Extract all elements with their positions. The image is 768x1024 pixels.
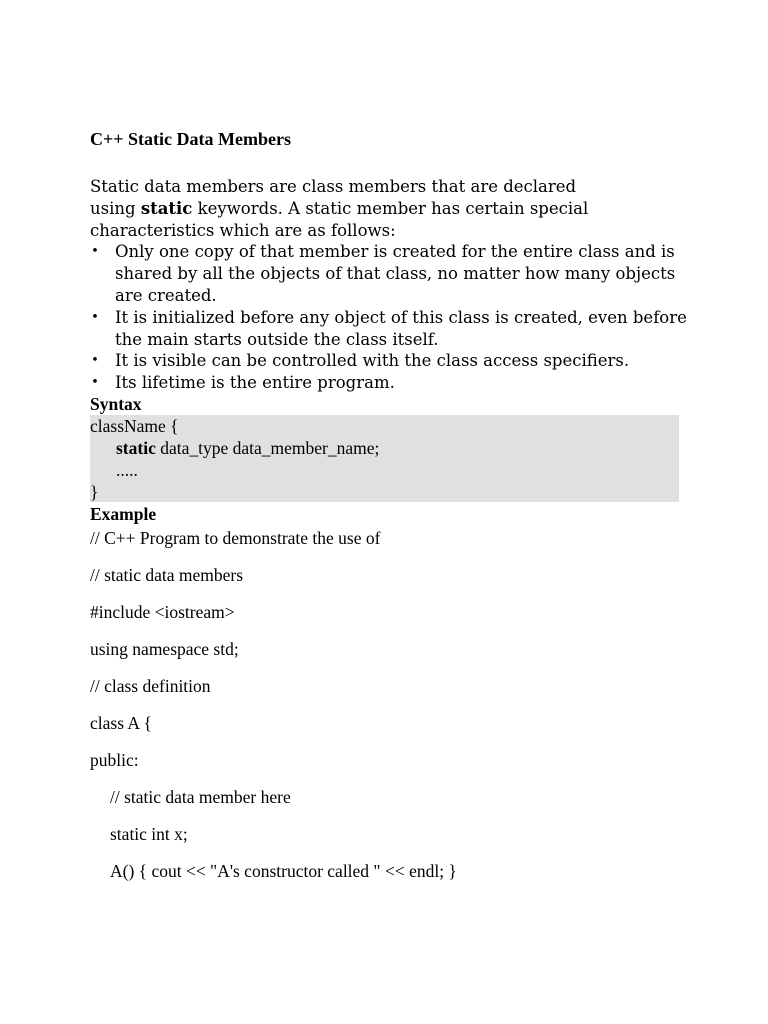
code-line: static int x; [110,824,188,844]
syntax-code-block [90,415,679,502]
list-item-text: It is initialized before any object of this class is created, even before the main starts outside the class itself. [115,307,687,349]
intro-paragraph [90,176,690,241]
syntax-line-2-rest: data_type data_member_name; [155,438,380,458]
code-line: // static data member here [110,787,291,807]
code-line: A() { cout << "A's constructor called " << endl; } [110,861,457,881]
syntax-static-keyword: static [116,438,156,458]
list-item [90,307,690,351]
code-line: // class definition [90,676,211,696]
syntax-line-3: ..... [116,460,138,480]
code-line: // static data members [90,565,244,585]
example-heading: Example [90,504,157,524]
code-line: #include <iostream> [90,602,235,622]
bullet-glyph: • [91,375,99,391]
bullet-glyph: • [91,244,99,260]
list-item-text: Its lifetime is the entire program. [115,373,395,393]
list-item-text: Only one copy of that member is created for the entire class and is shared by all the objects of that class, no matter how many objects are created. [115,242,676,305]
list-item-text: It is visible can be controlled with the class access specifiers. [115,351,630,371]
syntax-heading: Syntax [90,394,142,414]
bullet-glyph: • [91,353,99,369]
syntax-line-4: } [90,482,99,502]
intro-static-keyword: static [140,198,193,218]
list-item [90,372,690,394]
intro-section [90,176,690,394]
page-title: C++ Static Data Members [90,129,291,149]
code-line: class A { [90,713,152,733]
bullet-glyph: • [91,309,99,325]
list-item [90,350,690,372]
intro-line-2-post: keywords. A static member has certain special characteristics which are as follows: [90,198,589,240]
code-line: public: [90,750,139,770]
code-line: using namespace std; [90,639,239,659]
syntax-line-1: className { [90,416,179,436]
syntax-line-2 [90,437,679,459]
characteristics-list [90,241,690,394]
code-line: // C++ Program to demonstrate the use of [90,528,381,548]
intro-line-1: Static data members are class members that are declared [90,177,577,196]
intro-line-2-pre: using [90,198,141,218]
list-item [90,241,690,306]
